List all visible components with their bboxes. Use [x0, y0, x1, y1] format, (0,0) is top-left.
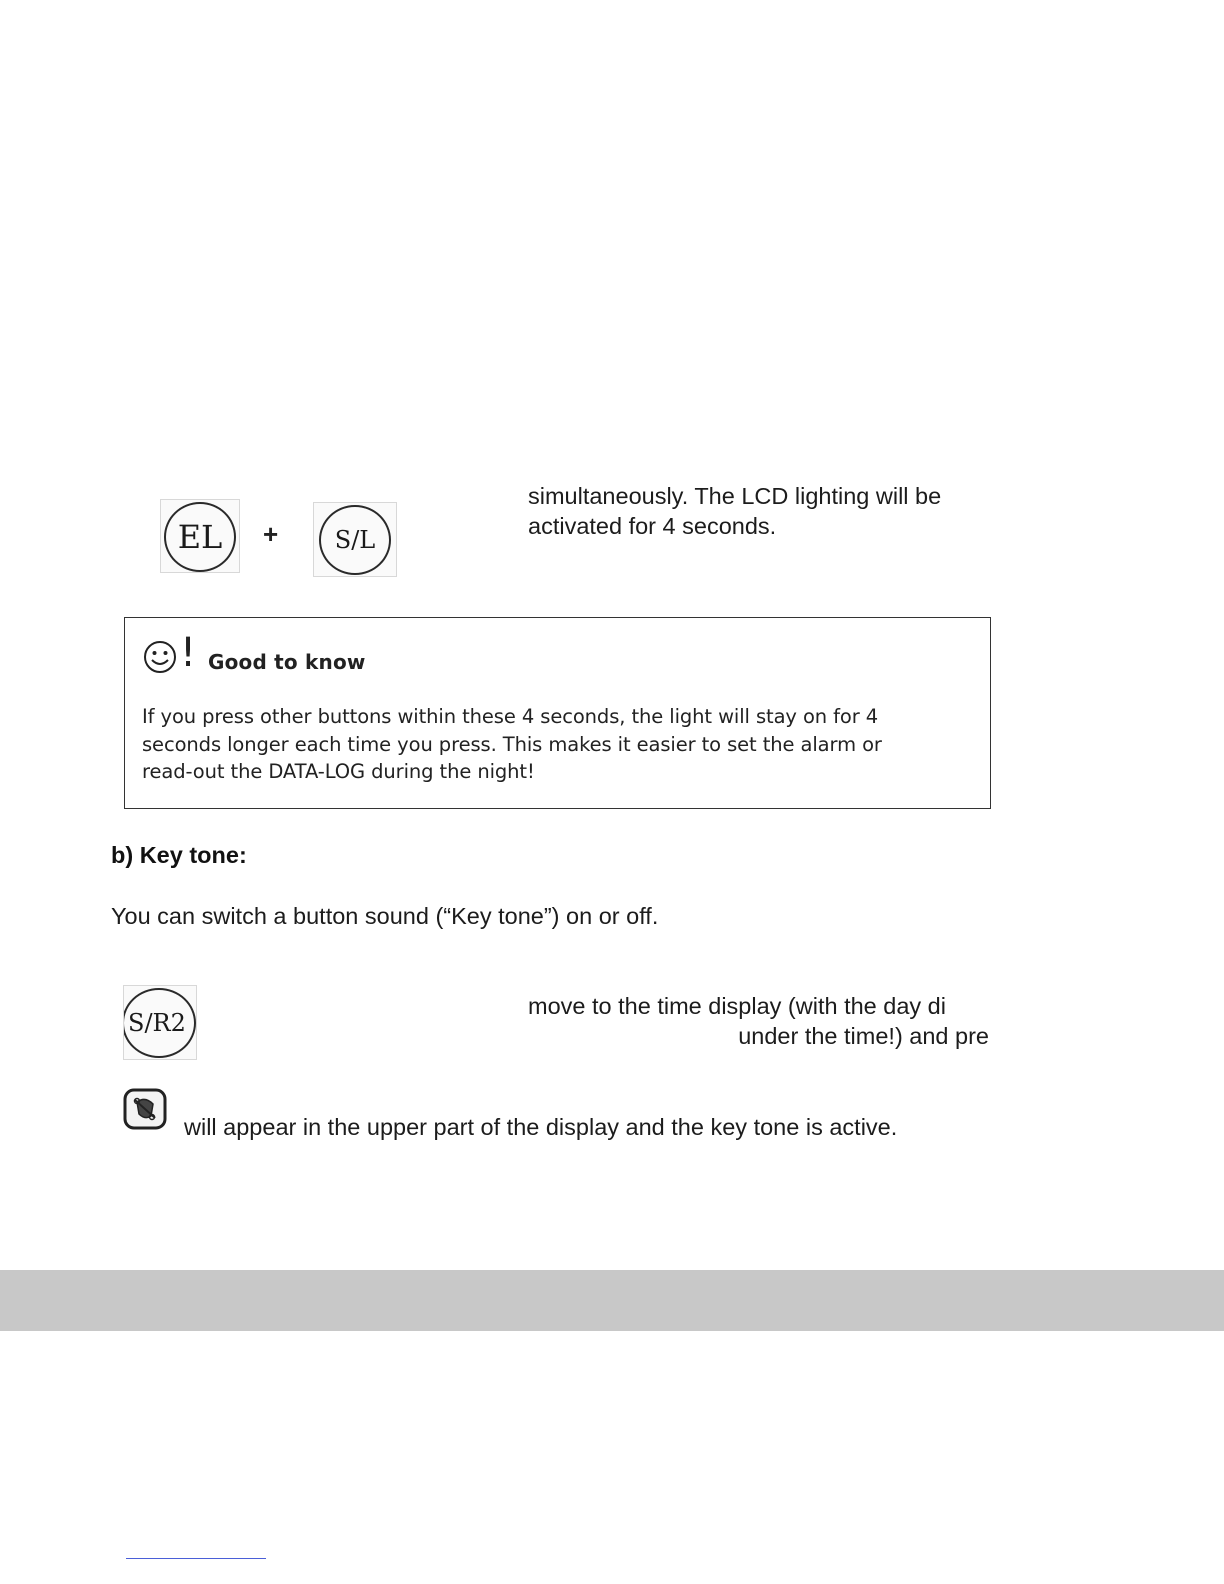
- bottom-rule: [126, 1558, 266, 1559]
- el-button-image: [160, 499, 240, 573]
- smiley-icon: [143, 640, 177, 674]
- footer-band: [0, 1270, 1224, 1331]
- sl-button-icon: [319, 505, 391, 575]
- lighting-text-line-1: simultaneously. The LCD lighting will be: [528, 483, 942, 509]
- key-tone-result-text: will appear in the upper part of the display and the key tone is active.: [184, 1114, 898, 1140]
- info-line-2: seconds longer each time you press. This makes it easier to set the alarm or: [142, 733, 882, 756]
- el-button-label: EL: [177, 518, 223, 556]
- plus-sign: +: [263, 519, 279, 549]
- key-tone-instruction-line-1: move to the time display (with the day di: [528, 993, 946, 1019]
- key-tone-bell-icon: [123, 1088, 167, 1130]
- lighting-text-line-2: activated for 4 seconds.: [528, 513, 777, 539]
- key-tone-intro: You can switch a button sound (“Key tone”) on or off.: [111, 903, 659, 929]
- info-line-3: read-out the DATA-LOG during the night!: [142, 760, 535, 783]
- sl-button-image: [313, 502, 397, 577]
- good-to-know-title: Good to know: [208, 650, 366, 674]
- sr2-button-icon: [123, 988, 196, 1058]
- info-line-1: If you press other buttons within these 4 seconds, the light will stay on for 4: [142, 705, 879, 728]
- exclamation-mark: !: [180, 630, 197, 676]
- key-tone-instruction-line-2: under the time!) and pre: [738, 1023, 989, 1049]
- sl-button-label: S/L: [334, 526, 376, 554]
- el-button-icon: [164, 502, 236, 572]
- sr2-button-image: [123, 985, 197, 1060]
- sr2-button-label: S/R2: [128, 1009, 186, 1037]
- key-tone-heading: b) Key tone:: [111, 842, 247, 868]
